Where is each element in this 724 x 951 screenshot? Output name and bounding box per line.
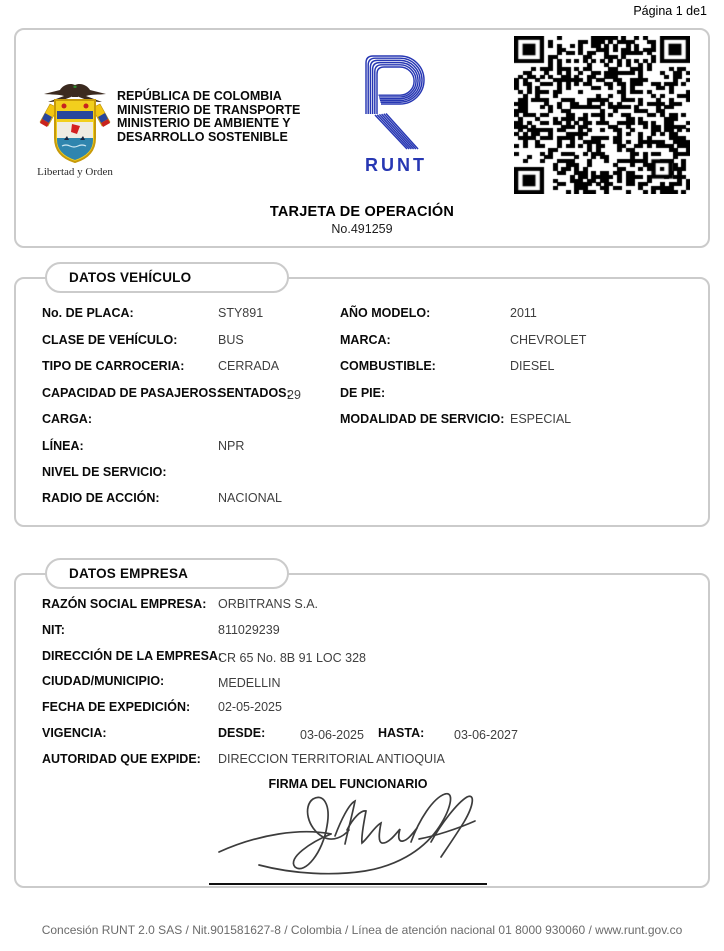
field-label: CAPACIDAD DE PASAJEROS: [42, 386, 221, 400]
field-value: CERRADA [218, 359, 280, 373]
field-label: LÍNEA: [42, 439, 84, 453]
field-label: DE PIE: [340, 386, 386, 400]
field-value: BUS [218, 333, 244, 347]
field-value: CR 65 No. 8B 91 LOC 328 [218, 651, 366, 665]
runt-logo [350, 52, 442, 176]
field-label: AÑO MODELO: [340, 306, 431, 320]
field-autoridad [42, 752, 692, 768]
vehicle-section [14, 270, 710, 527]
runt-r-icon [362, 52, 430, 152]
field-label: HASTA: [378, 726, 425, 740]
field-nivel [42, 465, 692, 481]
header-card [14, 28, 710, 248]
field-vigencia [42, 726, 692, 742]
company-section-title: DATOS EMPRESA [45, 558, 289, 589]
field-label: RADIO DE ACCIÓN: [42, 491, 160, 505]
field-nit [42, 623, 692, 639]
field-label: DIRECCIÓN DE LA EMPRESA: [42, 649, 223, 663]
ministry-text [117, 90, 300, 144]
field-label: VIGENCIA: [42, 726, 107, 740]
field-direccion [42, 649, 692, 665]
signature-image [215, 790, 495, 880]
ministry-line: DESARROLLO SOSTENIBLE [117, 129, 288, 144]
runt-wordmark: RUNT [365, 155, 427, 175]
field-value: NPR [218, 439, 245, 453]
field-label: NIVEL DE SERVICIO: [42, 465, 167, 479]
field-clase [42, 333, 692, 349]
field-value: 03-06-2025 [300, 728, 364, 742]
field-label: CARGA: [42, 412, 92, 426]
field-value: ORBITRANS S.A. [218, 597, 319, 611]
field-value: 2011 [510, 306, 537, 320]
field-value: MEDELLIN [218, 676, 281, 690]
field-capacidad [42, 386, 692, 402]
field-label: RAZÓN SOCIAL EMPRESA: [42, 597, 207, 611]
field-value: CHEVROLET [510, 333, 587, 347]
field-value: 02-05-2025 [218, 700, 282, 714]
field-label: FECHA DE EXPEDICIÓN: [42, 700, 191, 714]
field-ciudad [42, 674, 692, 690]
field-value: ESPECIAL [510, 412, 572, 426]
ministry-line: REPÚBLICA DE COLOMBIA [117, 89, 282, 103]
signature-title: FIRMA DEL FUNCIONARIO [268, 777, 428, 791]
field-label: No. DE PLACA: [42, 306, 134, 320]
field-value: 03-06-2027 [454, 728, 518, 742]
field-label: CIUDAD/MUNICIPIO: [42, 674, 165, 688]
field-placa [42, 306, 692, 322]
vehicle-section-title: DATOS VEHÍCULO [45, 262, 289, 293]
field-value: 811029239 [218, 623, 280, 637]
field-label: SENTADOS: [218, 386, 291, 400]
footer-text: Concesión RUNT 2.0 SAS / Nit.901581627-8 / Colombia / Línea de atención nacional 01 8000 930060 / www.runt.gov.co [41, 923, 683, 937]
field-value: DIRECCION TERRITORIAL ANTIOQUIA [218, 752, 445, 766]
document-title: TARJETA DE OPERACIÓN [269, 204, 455, 220]
field-label: MODALIDAD DE SERVICIO: [340, 412, 505, 426]
ministry-line: MINISTERIO DE TRANSPORTE [117, 102, 301, 117]
field-linea [42, 439, 692, 455]
field-label: AUTORIDAD QUE EXPIDE: [42, 752, 201, 766]
signature-line [209, 883, 487, 885]
ministry-line: MINISTERIO DE AMBIENTE Y [117, 116, 291, 130]
field-value: 29 [287, 388, 301, 402]
field-razon-social [42, 597, 692, 613]
document-number: No.491259 [331, 222, 393, 236]
field-label: CLASE DE VEHÍCULO: [42, 333, 178, 347]
qr-code [514, 36, 690, 194]
company-section [14, 566, 710, 888]
field-expedicion [42, 700, 692, 716]
field-value: NACIONAL [218, 491, 282, 505]
field-label: TIPO DE CARROCERIA: [42, 359, 185, 373]
field-label: DESDE: [218, 726, 266, 740]
field-radio [42, 491, 692, 507]
field-label: NIT: [42, 623, 65, 637]
page-number: Página 1 de1 [633, 4, 707, 18]
field-carga [42, 412, 692, 428]
field-label: COMBUSTIBLE: [340, 359, 436, 373]
emblem-caption: Libertad y Orden [37, 166, 113, 178]
field-value: DIESEL [510, 359, 555, 373]
field-label: MARCA: [340, 333, 391, 347]
colombia-coat-of-arms-icon [36, 82, 114, 166]
field-carroceria [42, 359, 692, 375]
field-value: STY891 [218, 306, 264, 320]
